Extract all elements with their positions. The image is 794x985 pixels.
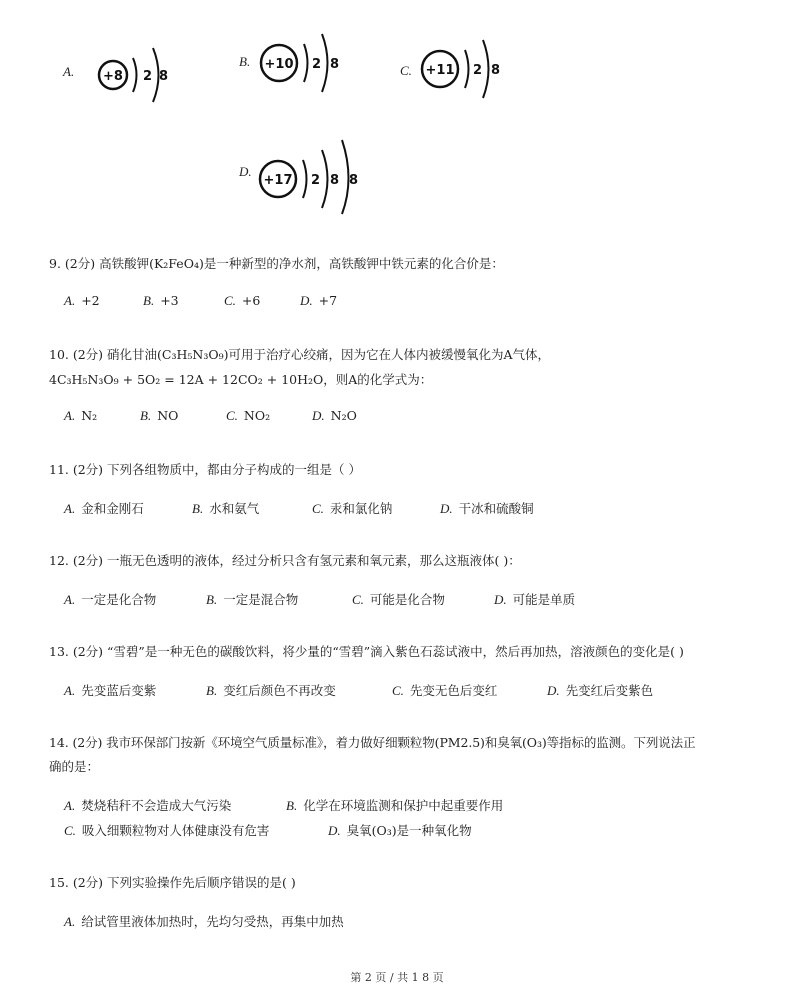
option-letter: B. [239,54,251,69]
option-letter: A. [64,293,76,308]
option-letter: C. [392,683,404,698]
option-text: NO [157,408,179,423]
option-c [226,408,270,424]
option-d [547,681,653,699]
option-a [64,499,144,517]
atom-structure-diagram [258,30,348,96]
option-c [352,590,445,608]
nucleus-charge: +11 [425,63,455,78]
electron-shell-2 [322,150,328,208]
nucleus-charge: +8 [103,69,123,84]
option-d [494,590,575,608]
option-c [224,293,260,309]
nucleus-charge: +10 [264,57,294,72]
option-text: NO₂ [243,408,271,423]
shell-2-electrons: 8 [159,69,169,84]
shell-1-electrons: 2 [473,63,483,78]
option-d [312,408,357,424]
electron-shell-1 [465,50,469,88]
option-text: +7 [318,293,338,308]
option-a [64,408,97,424]
option-letter: B. [143,293,155,308]
shell-1-electrons: 2 [311,173,321,188]
page-footer: 第 2 页 / 共 1 8 页 [350,971,444,984]
option-text: 干冰和硫酸铜 [458,501,534,516]
option-a [64,912,344,930]
option-letter: D. [440,501,453,516]
option-letter: C. [312,501,324,516]
question-stem: 13. (2分) “雪碧”是一种无色的碳酸饮料，将少量的“雪碧”滴入紫色石蕊试液中，然后再加热，溶液颜色的变化是( ) [49,644,684,659]
question-stem: 9. (2分) 高铁酸钾(K₂FeO₄)是一种新型的净水剂，高铁酸钾中铁元素的化合价是： [49,256,504,271]
option-text: 先变红后变紫色 [565,683,654,698]
option-a [64,796,231,814]
option-text: 先变无色后变红 [409,683,498,698]
option-letter: B. [192,501,204,516]
option-c [312,499,392,517]
option-b [206,681,336,699]
option-letter: A. [64,408,76,423]
option-text: 汞和氯化钠 [329,501,393,516]
nucleus-charge: +17 [263,173,293,188]
option-text: 可能是单质 [512,592,576,607]
option-text: +2 [81,293,100,308]
option-a [64,681,156,699]
option-letter: D. [312,408,325,423]
electron-shell-2 [153,48,159,102]
option-letter: D. [328,823,341,838]
option-text: 化学在环境监测和保护中起重要作用 [303,798,504,813]
option-letter: A. [64,501,76,516]
option-letter: D. [300,293,313,308]
electron-shell-1 [303,160,307,198]
question-stem-continued: 确的是： [49,759,100,774]
option-letter: D. [239,164,252,179]
shell-2-electrons: 8 [491,63,501,78]
atom-structure-diagram [96,42,176,108]
shell-2-electrons: 8 [330,173,340,188]
shell-1-electrons: 2 [312,57,322,72]
option-a [64,590,156,608]
question-stem: 14. (2分) 我市环保部门按新《环境空气质量标准》，着力做好细颗粒物(PM2.5)和臭氧(O₃)等指标的监测。下列说法正 [49,735,696,750]
option-letter: B. [206,592,218,607]
atom-structure-diagram [256,138,366,216]
option-text: 水和氨气 [209,501,260,516]
option-d [328,821,472,839]
electron-shell-1 [133,58,137,92]
option-text: 先变蓝后变紫 [81,683,157,698]
option-b [286,796,503,814]
option-text: 一定是化合物 [81,592,157,607]
option-text: N₂O [330,408,357,423]
option-letter: B. [140,408,152,423]
option-text: 可能是化合物 [369,592,445,607]
option-text: 一定是混合物 [223,592,299,607]
question-stem: 11. (2分) 下列各组物质中，都由分子构成的一组是（ ） [49,462,362,477]
option-b [140,408,178,424]
option-letter: D. [547,683,560,698]
option-letter: C. [400,63,412,78]
option-letter: B. [206,683,218,698]
shell-1-electrons: 2 [143,69,153,84]
option-text: 吸入细颗粒物对人体健康没有危害 [81,823,270,838]
option-text: N₂ [81,408,98,423]
option-b [143,293,179,309]
electron-shell-2 [483,40,489,98]
option-text: 给试管里液体加热时，先均匀受热，再集中加热 [81,914,344,929]
atom-structure-diagram [419,36,509,102]
option-letter: A. [64,592,76,607]
option-text: 金和金刚石 [81,501,144,516]
option-text: 变红后颜色不再改变 [223,683,336,698]
option-c [64,821,269,839]
option-letter: C. [224,293,236,308]
shell-2-electrons: 8 [330,57,340,72]
option-d [440,499,534,517]
option-c [392,681,497,699]
question-stem: 15. (2分) 下列实验操作先后顺序错误的是( ) [49,875,296,890]
question-stem: 10. (2分) 硝化甘油(C₃H₅N₃O₉)可用于治疗心绞痛，因为它在人体内被缓慢氧化为A气体， [49,347,551,362]
option-b [192,499,259,517]
electron-shell-1 [304,44,308,82]
option-text: 臭氧(O₃)是一种氧化物 [346,823,472,838]
option-a [64,293,100,309]
option-letter: A. [64,798,76,813]
option-letter: A. [64,914,76,929]
option-d [300,293,337,309]
option-letter: A. [64,683,76,698]
option-text: +6 [241,293,261,308]
option-letter: A. [63,64,75,79]
option-letter: C. [226,408,238,423]
option-letter: D. [494,592,507,607]
shell-3-electrons: 8 [349,173,359,188]
chemical-equation: 4C₃H₅N₃O₉ + 5O₂ = 12A + 12CO₂ + 10H₂O，则A的化学式为： [49,372,433,387]
option-text: 焚烧秸秆不会造成大气污染 [81,798,232,813]
electron-shell-3 [342,140,349,214]
question-stem: 12. (2分) 一瓶无色透明的液体，经过分析只含有氢元素和氧元素，那么这瓶液体( )： [49,553,521,568]
option-letter: C. [64,823,76,838]
option-b [206,590,298,608]
option-text: +3 [160,293,179,308]
option-letter: B. [286,798,298,813]
option-letter: C. [352,592,364,607]
electron-shell-2 [322,34,328,92]
